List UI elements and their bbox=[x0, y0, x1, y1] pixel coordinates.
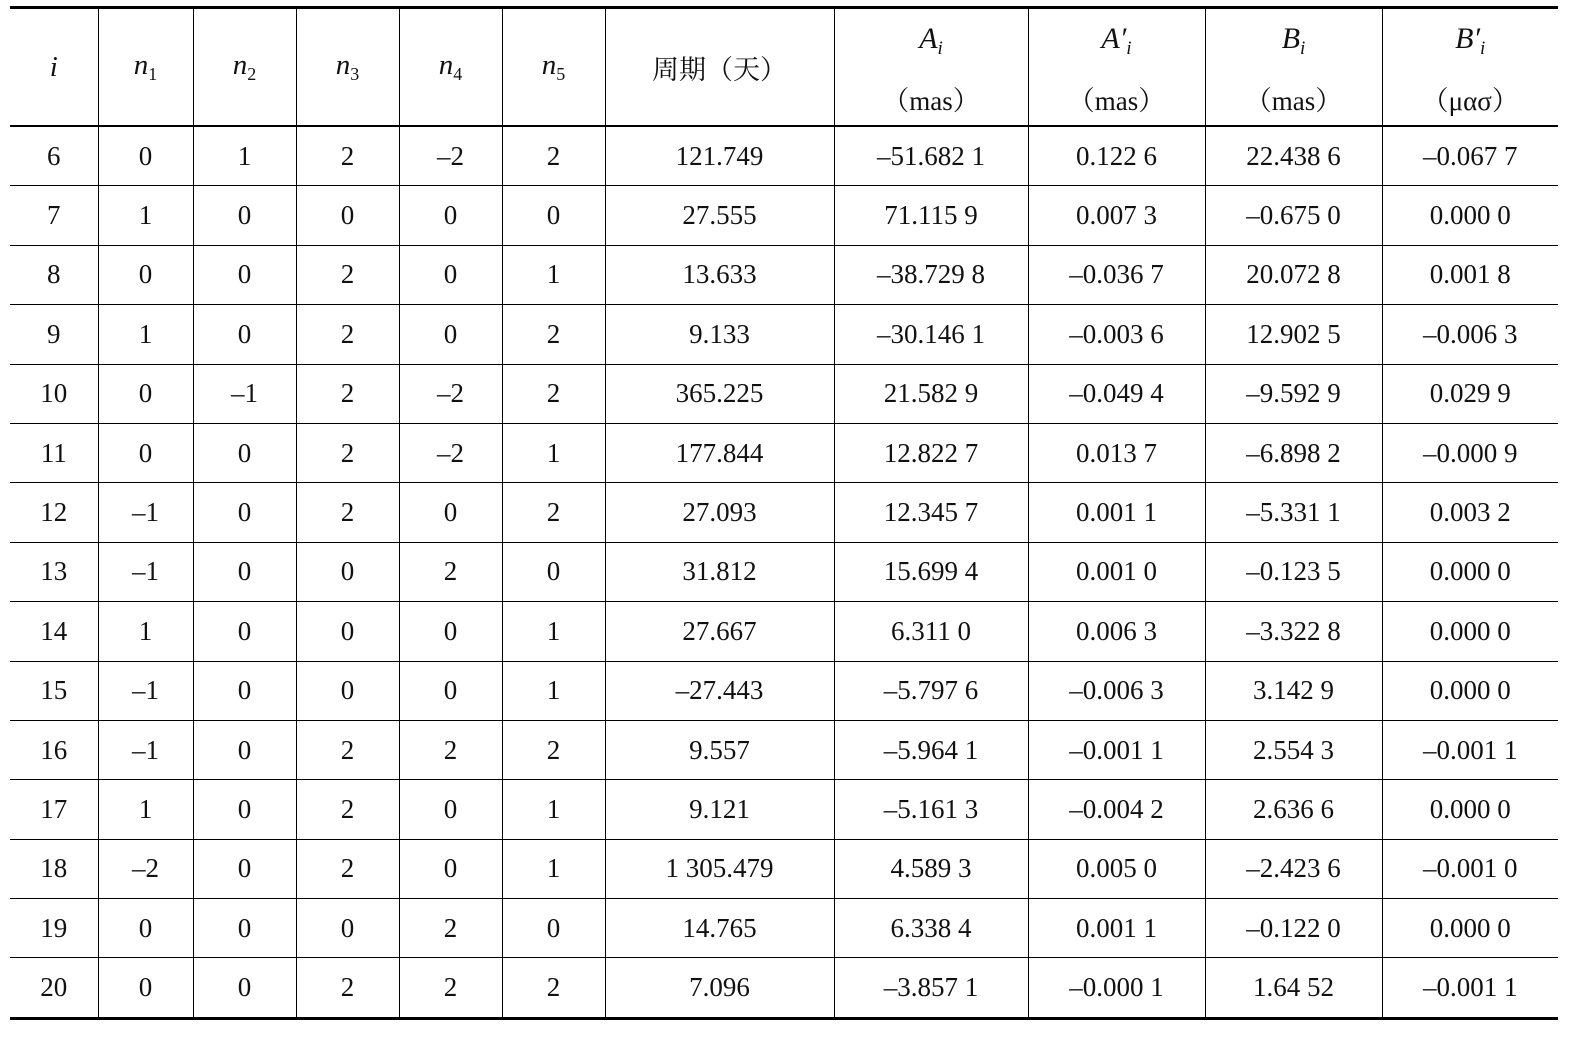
cell-ai: 6.311 0 bbox=[834, 602, 1028, 661]
cell-n4: 2 bbox=[399, 958, 502, 1018]
cell-ai-prime: –0.000 1 bbox=[1028, 958, 1205, 1018]
header-ai-block bbox=[835, 18, 1028, 116]
cell-i: 13 bbox=[10, 542, 98, 601]
cell-bi: 3.142 9 bbox=[1205, 661, 1382, 720]
cell-period: 121.749 bbox=[605, 126, 834, 186]
cell-n5: 1 bbox=[502, 602, 605, 661]
table-row bbox=[10, 839, 1558, 898]
cell-n5: 1 bbox=[502, 245, 605, 304]
header-n5 bbox=[502, 8, 605, 127]
cell-bi: –3.322 8 bbox=[1205, 602, 1382, 661]
cell-bi: –0.675 0 bbox=[1205, 186, 1382, 245]
cell-n2: 0 bbox=[193, 780, 296, 839]
cell-bi-prime: 0.003 2 bbox=[1382, 483, 1558, 542]
header-i-label: i bbox=[49, 50, 58, 83]
cell-period: 365.225 bbox=[605, 364, 834, 423]
header-n5-sub: 5 bbox=[556, 64, 566, 84]
table-row bbox=[10, 958, 1558, 1018]
cell-n1: –1 bbox=[98, 542, 193, 601]
cell-bi: 12.902 5 bbox=[1205, 305, 1382, 364]
cell-n1: –1 bbox=[98, 483, 193, 542]
cell-n5: 1 bbox=[502, 423, 605, 482]
header-ai-sub: i bbox=[937, 38, 943, 59]
cell-n1: 0 bbox=[98, 423, 193, 482]
cell-i: 17 bbox=[10, 780, 98, 839]
cell-bi: –0.123 5 bbox=[1205, 542, 1382, 601]
cell-n2: 1 bbox=[193, 126, 296, 186]
header-bi-unit: （mas） bbox=[1244, 86, 1343, 116]
cell-i: 16 bbox=[10, 720, 98, 779]
table-row bbox=[10, 602, 1558, 661]
header-ai-prime-base: A′ bbox=[1101, 22, 1127, 55]
cell-n1: 0 bbox=[98, 126, 193, 186]
header-ai-prime-block bbox=[1029, 18, 1205, 116]
cell-n3: 2 bbox=[296, 364, 399, 423]
cell-bi: –6.898 2 bbox=[1205, 423, 1382, 482]
header-n1 bbox=[98, 8, 193, 127]
cell-ai-prime: –0.006 3 bbox=[1028, 661, 1205, 720]
cell-bi-prime: 0.000 0 bbox=[1382, 542, 1558, 601]
header-ai bbox=[834, 8, 1028, 127]
cell-i: 20 bbox=[40, 972, 68, 1003]
table-row bbox=[10, 483, 1558, 542]
cell-n3: 2 bbox=[296, 839, 399, 898]
cell-ai: –5.964 1 bbox=[834, 720, 1028, 779]
cell-n2: 0 bbox=[193, 839, 296, 898]
cell-n5: 1 bbox=[502, 661, 605, 720]
cell-n3: 0 bbox=[296, 899, 399, 958]
cell-n1: 0 bbox=[98, 958, 193, 1018]
nutation-coefficients-table-wrapper bbox=[10, 6, 1558, 1030]
cell-i: 15 bbox=[10, 661, 98, 720]
cell-n4: 0 bbox=[399, 661, 502, 720]
cell-n4: 2 bbox=[399, 542, 502, 601]
cell-n2: 0 bbox=[193, 602, 296, 661]
cell-n3: 2 bbox=[296, 483, 399, 542]
cell-n3: 0 bbox=[296, 186, 399, 245]
cell-bi: 2.636 6 bbox=[1205, 780, 1382, 839]
cell-n3: 0 bbox=[296, 602, 399, 661]
header-n3 bbox=[296, 8, 399, 127]
cell-i: 9 bbox=[10, 305, 98, 364]
header-i bbox=[10, 8, 98, 127]
header-n1-sub: 1 bbox=[148, 64, 158, 84]
cell-n3: 0 bbox=[296, 542, 399, 601]
cell-n1: 0 bbox=[98, 245, 193, 304]
cell-ai-prime: 0.001 1 bbox=[1028, 899, 1205, 958]
cell-i: 11 bbox=[10, 423, 98, 482]
cell-n1: 1 bbox=[98, 780, 193, 839]
cell-bi-prime: 0.000 0 bbox=[1382, 602, 1558, 661]
cell-bi-prime: –0.067 7 bbox=[1382, 126, 1558, 186]
table-row bbox=[10, 423, 1558, 482]
nutation-coefficients-table bbox=[10, 6, 1558, 1020]
header-n2 bbox=[193, 8, 296, 127]
cell-period: 9.557 bbox=[605, 720, 834, 779]
cell-period: –27.443 bbox=[605, 661, 834, 720]
cell-period: 31.812 bbox=[605, 542, 834, 601]
table-row bbox=[10, 126, 1558, 186]
cell-bi-prime: 0.000 0 bbox=[1382, 661, 1558, 720]
cell-period: 9.121 bbox=[605, 780, 834, 839]
cell-period: 9.133 bbox=[605, 305, 834, 364]
table-row bbox=[10, 186, 1558, 245]
header-bi-prime-base: B′ bbox=[1455, 22, 1481, 55]
cell-n2: 0 bbox=[193, 720, 296, 779]
header-n1-base: n bbox=[133, 49, 149, 81]
cell-period: 7.096 bbox=[605, 958, 834, 1018]
cell-n5: 0 bbox=[502, 542, 605, 601]
cell-period: 14.765 bbox=[605, 899, 834, 958]
header-n2-sub: 2 bbox=[247, 64, 257, 84]
cell-bi: –0.122 0 bbox=[1205, 899, 1382, 958]
cell-ai: 6.338 4 bbox=[834, 899, 1028, 958]
cell-n2: 0 bbox=[193, 899, 296, 958]
cell-bi-prime: –0.000 9 bbox=[1382, 423, 1558, 482]
cell-n4: 0 bbox=[399, 186, 502, 245]
header-bi-sub: i bbox=[1300, 38, 1306, 59]
cell-n5: 2 bbox=[502, 483, 605, 542]
cell-n2: 0 bbox=[193, 958, 296, 1018]
cell-period: 27.667 bbox=[605, 602, 834, 661]
table-row bbox=[10, 720, 1558, 779]
cell-n1: –2 bbox=[98, 839, 193, 898]
header-n3-base: n bbox=[335, 49, 351, 81]
cell-n4: 0 bbox=[399, 602, 502, 661]
cell-n4: 0 bbox=[399, 839, 502, 898]
cell-n5: 2 bbox=[502, 364, 605, 423]
cell-ai: –3.857 1 bbox=[834, 958, 1028, 1018]
cell-ai: 71.115 9 bbox=[834, 186, 1028, 245]
cell-ai-prime: 0.013 7 bbox=[1028, 423, 1205, 482]
cell-ai-prime: –0.001 1 bbox=[1028, 720, 1205, 779]
cell-n2: 0 bbox=[193, 483, 296, 542]
cell-n3: 2 bbox=[296, 126, 399, 186]
cell-ai-prime: 0.006 3 bbox=[1028, 602, 1205, 661]
cell-n3: 2 bbox=[296, 720, 399, 779]
cell-n5: 2 bbox=[502, 126, 605, 186]
cell-bi: 1.64 52 bbox=[1205, 958, 1382, 1018]
cell-bi-prime: 0.029 9 bbox=[1382, 364, 1558, 423]
header-bi-prime bbox=[1382, 8, 1558, 127]
cell-n4: 0 bbox=[399, 245, 502, 304]
cell-n5: 2 bbox=[502, 720, 605, 779]
cell-ai: –5.161 3 bbox=[834, 780, 1028, 839]
header-n4 bbox=[399, 8, 502, 127]
cell-n3: 2 bbox=[296, 423, 399, 482]
table-row bbox=[10, 780, 1558, 839]
header-n4-label bbox=[438, 49, 463, 84]
cell-n2: 0 bbox=[193, 423, 296, 482]
cell-period: 177.844 bbox=[605, 423, 834, 482]
cell-n2: 0 bbox=[193, 305, 296, 364]
cell-ai: 4.589 3 bbox=[834, 839, 1028, 898]
header-period bbox=[605, 8, 834, 127]
table-row bbox=[10, 899, 1558, 958]
cell-n1: 0 bbox=[98, 899, 193, 958]
header-ai-symbol bbox=[919, 22, 943, 66]
cell-period: 1 305.479 bbox=[605, 839, 834, 898]
cell-n3: 2 bbox=[296, 245, 399, 304]
cell-i: 8 bbox=[10, 245, 98, 304]
cell-n4: 0 bbox=[399, 305, 502, 364]
cell-n4: 0 bbox=[399, 780, 502, 839]
table-row bbox=[10, 364, 1558, 423]
cell-n5: 0 bbox=[502, 186, 605, 245]
cell-i: 10 bbox=[10, 364, 98, 423]
header-ai-prime bbox=[1028, 8, 1205, 127]
cell-n3: 2 bbox=[296, 958, 399, 1018]
table-row bbox=[10, 542, 1558, 601]
cell-n3: 2 bbox=[296, 780, 399, 839]
header-ai-base: A bbox=[919, 22, 938, 55]
cell-n2: 0 bbox=[193, 245, 296, 304]
header-n3-sub: 3 bbox=[350, 64, 360, 84]
header-n5-label bbox=[541, 49, 566, 84]
cell-bi: 22.438 6 bbox=[1205, 126, 1382, 186]
cell-ai: 15.699 4 bbox=[834, 542, 1028, 601]
header-n3-label bbox=[335, 49, 360, 84]
cell-ai: 21.582 9 bbox=[834, 364, 1028, 423]
cell-bi: –5.331 1 bbox=[1205, 483, 1382, 542]
cell-period: 27.093 bbox=[605, 483, 834, 542]
cell-bi: 20.072 8 bbox=[1205, 245, 1382, 304]
cell-ai: 12.822 7 bbox=[834, 423, 1028, 482]
cell-bi-prime: –0.001 0 bbox=[1382, 839, 1558, 898]
cell-n1: –1 bbox=[98, 661, 193, 720]
cell-n4: –2 bbox=[399, 423, 502, 482]
cell-bi-prime: –0.001 1 bbox=[1382, 958, 1558, 1018]
table-body bbox=[10, 126, 1558, 1018]
header-row bbox=[10, 8, 1558, 127]
cell-ai-prime: 0.122 6 bbox=[1028, 126, 1205, 186]
cell-bi: –9.592 9 bbox=[1205, 364, 1382, 423]
cell-bi-prime: 0.000 0 bbox=[1382, 780, 1558, 839]
cell-n2: 0 bbox=[193, 542, 296, 601]
cell-ai: –38.729 8 bbox=[834, 245, 1028, 304]
cell-n4: 2 bbox=[399, 899, 502, 958]
cell-ai-prime: –0.036 7 bbox=[1028, 245, 1205, 304]
cell-ai-prime: –0.003 6 bbox=[1028, 305, 1205, 364]
cell-n4: –2 bbox=[399, 364, 502, 423]
header-bi-prime-block bbox=[1383, 18, 1559, 116]
cell-n5: 2 bbox=[502, 958, 605, 1018]
cell-n1: –1 bbox=[98, 720, 193, 779]
cell-n5: 1 bbox=[502, 780, 605, 839]
cell-ai: –51.682 1 bbox=[834, 126, 1028, 186]
cell-n1: 1 bbox=[98, 186, 193, 245]
header-period-label: 周期（天） bbox=[652, 54, 787, 86]
cell-i: 12 bbox=[10, 483, 98, 542]
header-bi-symbol bbox=[1282, 22, 1306, 66]
cell-ai-prime: 0.001 1 bbox=[1028, 483, 1205, 542]
cell-n2: 0 bbox=[193, 661, 296, 720]
header-bi-prime-sub: i bbox=[1480, 38, 1486, 59]
cell-ai: 12.345 7 bbox=[834, 483, 1028, 542]
cell-bi-prime: 0.000 0 bbox=[1382, 186, 1558, 245]
cell-ai-prime: 0.005 0 bbox=[1028, 839, 1205, 898]
cell-i: 14 bbox=[10, 602, 98, 661]
cell-bi: 2.554 3 bbox=[1205, 720, 1382, 779]
cell-i: 6 bbox=[10, 126, 98, 186]
cell-n1: 1 bbox=[98, 305, 193, 364]
cell-n4: –2 bbox=[399, 126, 502, 186]
cell-period: 13.633 bbox=[605, 245, 834, 304]
cell-n5: 1 bbox=[502, 839, 605, 898]
header-n4-sub: 4 bbox=[453, 64, 463, 84]
header-bi bbox=[1205, 8, 1382, 127]
cell-ai-prime: 0.007 3 bbox=[1028, 186, 1205, 245]
cell-bi-prime: –0.001 1 bbox=[1382, 720, 1558, 779]
cell-n4: 0 bbox=[399, 483, 502, 542]
cell-n5: 0 bbox=[502, 899, 605, 958]
cell-i: 7 bbox=[10, 186, 98, 245]
header-ai-prime-unit: （mas） bbox=[1067, 86, 1166, 116]
cell-n4: 2 bbox=[399, 720, 502, 779]
header-ai-prime-sub: i bbox=[1126, 38, 1132, 59]
cell-bi-prime: –0.006 3 bbox=[1382, 305, 1558, 364]
header-bi-prime-unit: （μασ） bbox=[1421, 86, 1519, 116]
header-ai-prime-symbol bbox=[1101, 22, 1131, 66]
cell-n1: 0 bbox=[98, 364, 193, 423]
header-n2-label bbox=[232, 49, 257, 84]
table-row bbox=[10, 305, 1558, 364]
cell-i: 19 bbox=[10, 899, 98, 958]
cell-n2: 0 bbox=[193, 186, 296, 245]
header-bi-prime-symbol bbox=[1455, 22, 1485, 66]
cell-period: 27.555 bbox=[605, 186, 834, 245]
cell-ai: –5.797 6 bbox=[834, 661, 1028, 720]
header-n4-base: n bbox=[438, 49, 454, 81]
cell-n5: 2 bbox=[502, 305, 605, 364]
table-row bbox=[10, 245, 1558, 304]
cell-ai-prime: –0.049 4 bbox=[1028, 364, 1205, 423]
cell-ai-prime: 0.001 0 bbox=[1028, 542, 1205, 601]
cell-bi-prime: 0.001 8 bbox=[1382, 245, 1558, 304]
header-bi-base: B bbox=[1281, 22, 1301, 55]
header-bi-block bbox=[1206, 18, 1382, 116]
cell-n2: –1 bbox=[193, 364, 296, 423]
cell-bi: –2.423 6 bbox=[1205, 839, 1382, 898]
header-ai-unit: （mas） bbox=[882, 86, 980, 116]
cell-n3: 0 bbox=[296, 661, 399, 720]
cell-i: 18 bbox=[10, 839, 98, 898]
cell-n3: 2 bbox=[296, 305, 399, 364]
cell-ai: –30.146 1 bbox=[834, 305, 1028, 364]
cell-bi-prime: 0.000 0 bbox=[1382, 899, 1558, 958]
table-row bbox=[10, 661, 1558, 720]
cell-n1: 1 bbox=[98, 602, 193, 661]
header-n5-base: n bbox=[541, 49, 557, 81]
header-n1-label bbox=[133, 49, 158, 84]
header-n2-base: n bbox=[232, 49, 248, 81]
cell-ai-prime: –0.004 2 bbox=[1028, 780, 1205, 839]
